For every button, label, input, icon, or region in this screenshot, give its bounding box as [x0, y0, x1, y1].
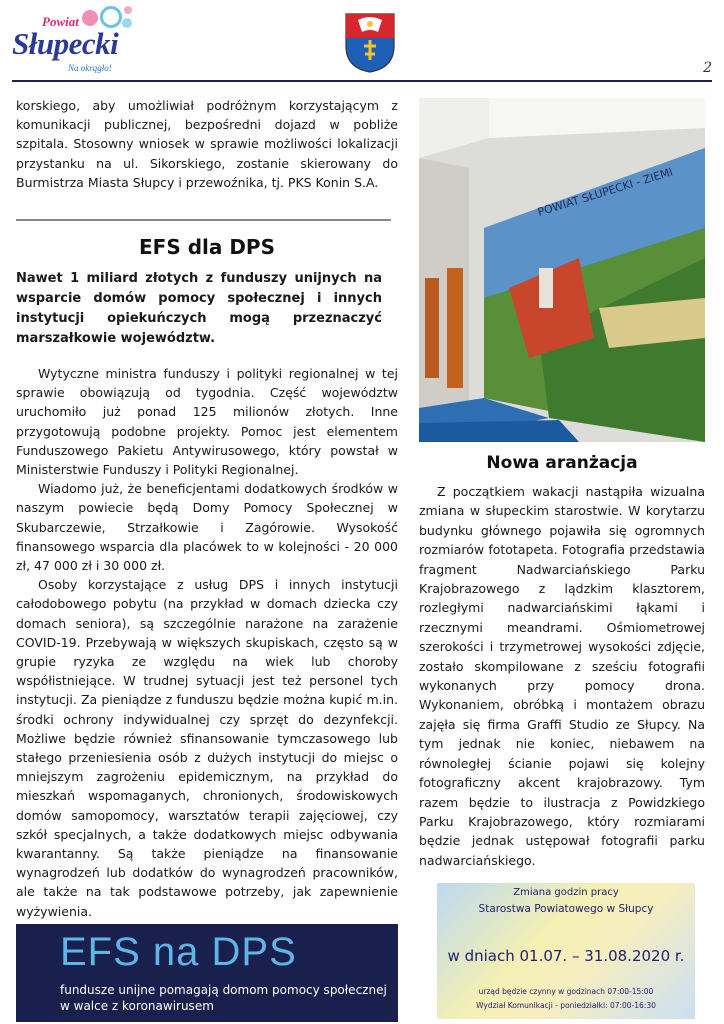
notice-line: Zmiana godzin pracy — [513, 887, 619, 898]
intro-paragraph — [16, 96, 398, 192]
section-title-nowa: Nowa aranżacja — [486, 453, 638, 473]
article-lead: Nawet 1 miliard złotych z funduszy unijnych na wsparcie domów pomocy społecznej i innych instytucji opiekuńczych mogą przeznaczyć marszałkowie województw. — [16, 271, 382, 346]
logo-bubble-icon — [82, 10, 98, 26]
article-paragraph: Wiadomo już, że beneficjentami dodatkowych środków w naszym powiecie będą Domy Pomocy Społecznej w Skubarczewie, Strzałkowie i Zagórowie. Wysokość finansowego wsparcia dla placówek to w kolejności - 20 000 zł, 47 000 zł i 30 000 zł. — [16, 481, 398, 574]
logo-top-text: Powiat — [42, 14, 79, 29]
section-title-efs: EFS dla DPS — [139, 235, 275, 259]
corridor-photo — [419, 98, 705, 442]
powiat-logo — [12, 6, 142, 76]
notice-hours: urząd będzie czynny w godzinach 07:00-15:00 — [478, 987, 654, 996]
notice-line: Starostwa Powiatowego w Słupcy — [478, 903, 654, 915]
office-hours-notice — [437, 883, 695, 1019]
intro-text: korskiego, aby umożliwiał podróżnym korzystającym z komunikacji publicznej, bezpośredni dojazd w pobliże szpitala. Stosowny wniosek w sprawie możliwości lokalizacji przystanku na ul. Sikorskiego, zostanie skierowany do Burmistrza Miasta Słupcy i przewoźnika, tj. PKS Konin S.A. — [16, 98, 398, 190]
logo-tagline: Na okrągło! — [68, 63, 112, 73]
coat-of-arms-icon — [344, 12, 396, 74]
notice-dates: w dniach 01.07. – 31.08.2020 r. — [447, 947, 685, 965]
logo-bubble-icon — [122, 18, 132, 28]
page-number: 2 — [703, 60, 712, 76]
header-divider — [12, 80, 712, 82]
article-body — [16, 364, 398, 921]
banner-title: EFS na DPS — [60, 930, 297, 974]
article-paragraph: Osoby korzystające z usług DPS i innych instytucji całodobowego pobytu (na przykład w domach dziecka czy domach seniora), są szczególnie narażone na zarażenie COVID-19. Przebywają w większych skupiskach, często są w grupie ryzyka ze względu na wiek lub choroby współistniejące. W trudnej sytuacji jest też personel tych instytucji. Za pieniądze z funduszu będzie można kupić m.in. środki ochrony indywidualnej czy sprzęt do dezynfekcji. Możliwe będzie również sfinansowanie tymczasowego lub stałego przeniesienia osób z dużych instytucji do miejsc o mniejszym zagrożeniu epidemicznym, na przykład do mieszkań wspomaganych, chronionych, środowiskowych domów samopomocy, warsztatów terapii zajęciowej, czy szkół specjalnych, a także dodatkowych miejsc odbywania kwarantanny. Są także pieniądze na finansowanie wynagrodzeń lub dodatków do wynagrodzeń pracowników, ale także na tak podstawowe potrzeby, jak zapewnienie wyżywienia. — [16, 577, 398, 919]
article-body-right — [419, 482, 705, 870]
photo-wall-text: POWIAT SŁUPECKI - ZIEMI — [536, 165, 675, 219]
article-paragraph: Wytyczne ministra funduszy i polityki regionalnej w tej sprawie obowiązują od tygodnia. Część województw uruchomiło już ponad 125 milionów złotych. Inne przygotowują podobne projekty. Pomoc jest elementem Funduszowego Pakietu Antywirusowego, który powstał w Ministerstwie Funduszy i Polityki Regionalnej. — [16, 366, 398, 478]
logo-bubble-icon — [100, 6, 122, 28]
article-paragraph: Z początkiem wakacji nastąpiła wizualna zmiana w słupeckim starostwie. W korytarzu budynku głównego pojawiła się ogromnych rozmiarów fototapeta. Fotografia przedstawia fragment Nadwarciańskiego Parku Krajobrazowego z lądzkim klasztorem, rozległymi nadwarciańskimi łąkami i rzecznymi meandrami. Ośmiometrowej szerokości i trzymetrowej wysokości zdjęcie, zostało skompilowane z sześciu fotografii wykonanych przy pomocy drona. Wykonaniem, obróbką i montażem obrazu zajęła się firma Graffi Studio ze Słupcy. Na tym jednak nie koniec, niebawem na równoległej ścianie pojawi się kolejny fotograficzny akcent krajobrazowy. Tym razem będzie to ilustracja z Powidzkiego Parku Krajobrazowego, który rozmiarami będzie jednak ustępował fotografii parku nadwarciańskiego. — [419, 484, 705, 868]
section-divider — [16, 219, 391, 221]
logo-main-text: Słupecki — [12, 26, 119, 61]
efs-banner — [16, 924, 398, 1022]
logo-bubble-icon — [124, 6, 132, 14]
banner-subtitle: fundusze unijne pomagają domom pomocy społecznej w walce z koronawirusem — [60, 983, 387, 1013]
notice-hours: Wydział Komunikacji - poniedziałki: 07:00-16:30 — [476, 1001, 656, 1010]
